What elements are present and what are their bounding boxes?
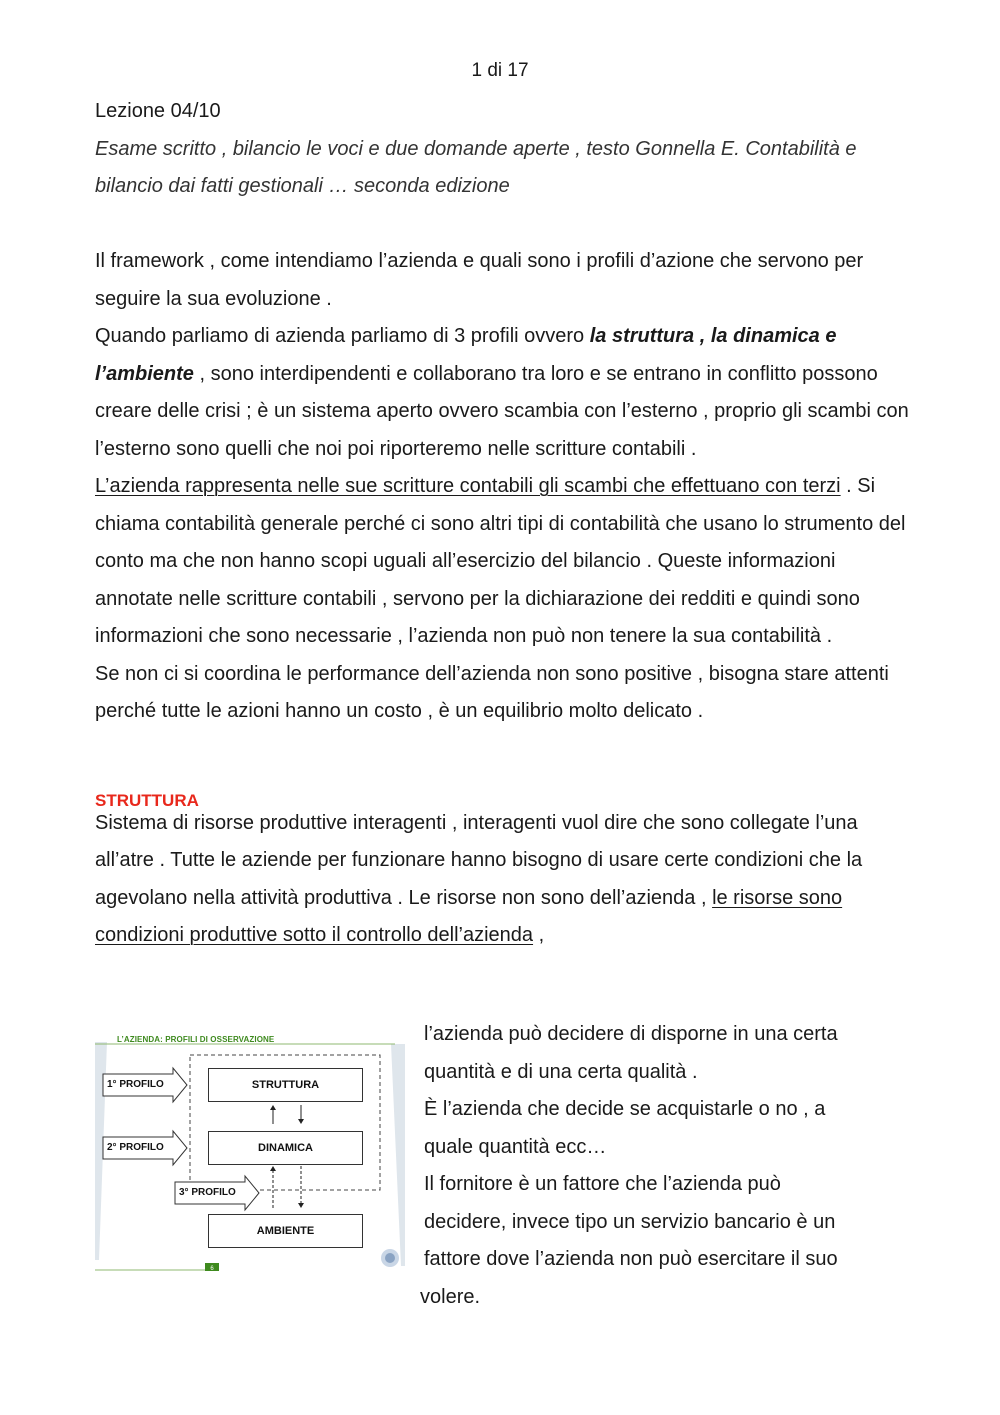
struttura-underlined: le risorse sono condizioni produttive sotto il controllo dell’azienda bbox=[95, 886, 843, 946]
profiles-lead: Quando parliamo di azienda parliamo di 3 profili ovvero bbox=[95, 325, 590, 347]
profile-label-3: 3° PROFILO bbox=[179, 1187, 236, 1198]
lesson-heading: Lezione 04/10 bbox=[95, 100, 221, 122]
accounting-tail: . Si chiama contabilità generale perché ci sono altri tipi di contabilità che usano lo strumento del conto ma che non hanno scopi uguali all’esercizio del bilancio . Queste informazioni annotate nelle scritture contabili , servono per la dichiarazione dei redditi e quindi sono informazioni che sono necessarie , l’azienda non può non tenere la sua contabilità . bbox=[95, 475, 906, 647]
struttura-lead: Sistema di risorse produttive interagenti , interagenti vuol dire che sono collegate l’una all’atre . Tutte le aziende per funzionare hanno bisogno di usare certe condizioni che la agevolano nella attività produttiva . Le risorse non sono dell’azienda , bbox=[95, 811, 863, 909]
box-struttura: STRUTTURA bbox=[208, 1068, 363, 1102]
intro-paragraph-framework: Il framework , come intendiamo l’azienda e quali sono i profili d’azione che servono per seguire la sua evoluzione . bbox=[95, 250, 864, 310]
profiles-tail: , sono interdipendenti e collaborano tra loro e se entrano in conflitto possono creare delle crisi ; è un sistema aperto ovvero scambia con l’esterno , proprio gli scambi con l’esterno sono quelli che noi poi riporteremo nelle scritture contabili . bbox=[95, 362, 909, 460]
box-ambiente: AMBIENTE bbox=[208, 1214, 363, 1248]
page-number: 1 di 17 bbox=[471, 60, 529, 81]
side-line: volere. bbox=[420, 1285, 481, 1308]
profile-label-2: 2° PROFILO bbox=[107, 1142, 164, 1153]
struttura-tail: , bbox=[533, 924, 545, 946]
intro-paragraph-profiles bbox=[95, 318, 915, 468]
struttura-paragraph bbox=[95, 805, 915, 955]
section-title-struttura: STRUTTURA bbox=[95, 790, 199, 810]
box-dinamica: DINAMICA bbox=[208, 1131, 363, 1165]
side-line: fattore dove l’azienda non può esercitare il suo bbox=[424, 1248, 838, 1270]
intro-paragraph-accounting bbox=[95, 468, 915, 656]
side-line: È l’azienda che decide se acquistarle o no , a bbox=[424, 1098, 826, 1120]
slide-number: 6 bbox=[210, 1266, 214, 1272]
profile-label-1: 1° PROFILO bbox=[107, 1079, 164, 1090]
document-body bbox=[95, 93, 915, 955]
side-line: Il fornitore è un fattore che l’azienda può bbox=[424, 1173, 781, 1195]
profiles-emphasis: la struttura , la dinamica e l’ambiente bbox=[95, 325, 837, 385]
side-line: decidere, invece tipo un servizio bancario è un bbox=[424, 1210, 836, 1233]
diagram-title: L’AZIENDA: PROFILI DI OSSERVAZIONE bbox=[117, 1035, 275, 1044]
side-line: l’azienda può decidere di disporne in una certa bbox=[424, 1023, 838, 1045]
profiles-diagram bbox=[95, 1030, 405, 1275]
struttura-side-text bbox=[420, 1016, 924, 1316]
exam-info: Esame scritto , bilancio le voci e due domande aperte , testo Gonnella E. Contabilità e bilancio dai fatti gestionali … seconda edizione bbox=[95, 137, 857, 197]
intro-paragraph-coordination: Se non ci si coordina le performance dell’azienda non sono positive , bisogna stare attenti perché tutte le azioni hanno un costo , è un equilibrio molto delicato . bbox=[95, 662, 889, 722]
accounting-underlined: L’azienda rappresenta nelle sue scritture contabili gli scambi che effettuano con terzi bbox=[95, 475, 841, 497]
side-line: quale quantità ecc… bbox=[424, 1135, 607, 1158]
side-line: quantità e di una certa qualità . bbox=[424, 1060, 698, 1083]
